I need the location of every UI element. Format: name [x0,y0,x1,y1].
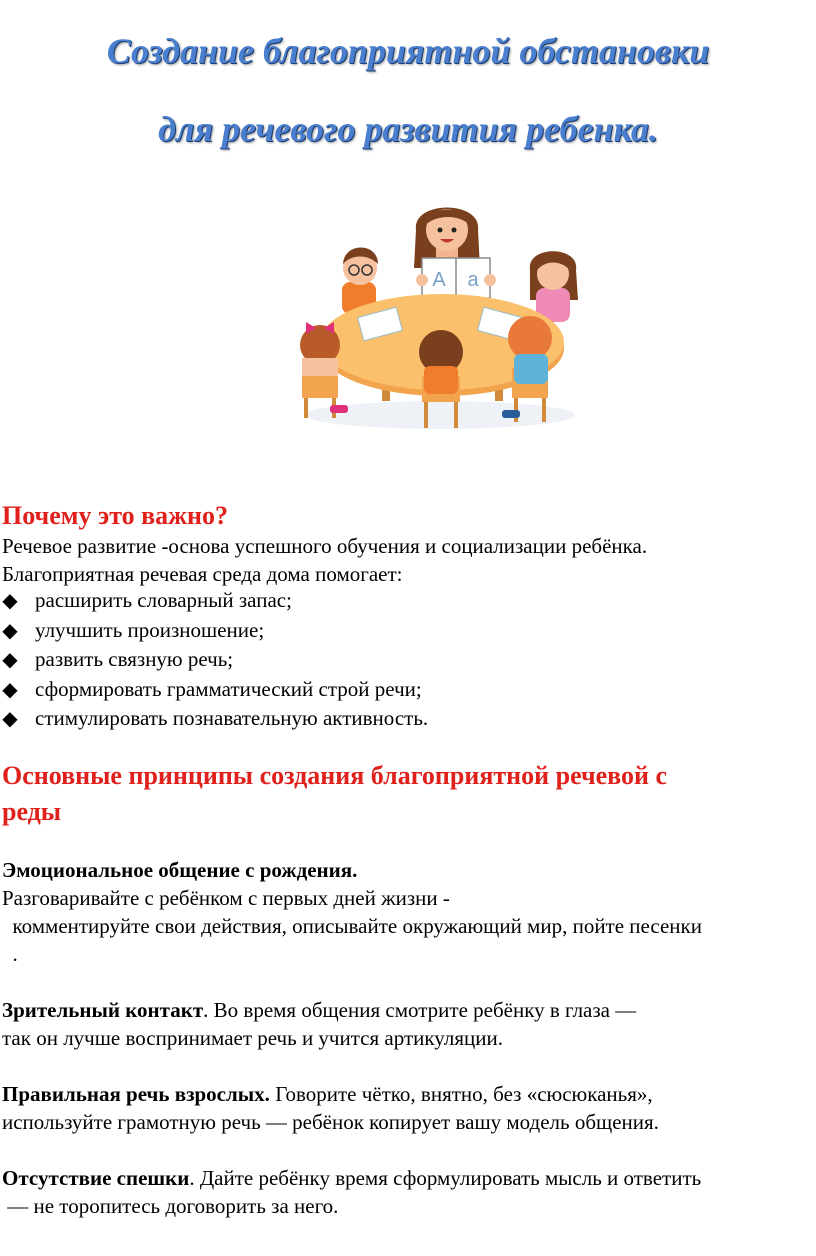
principle-emotional-heading [2,856,357,885]
list-item [2,645,428,675]
list-item-text: сформировать грамматический строй речи; [35,676,422,701]
diamond-bullet-icon: ◆ [2,590,18,613]
principle-no-rush-line-1 [2,1164,701,1193]
principle-emotional-line-1: Разговаривайте с ребёнком с первых дней жизни - [2,886,450,910]
list-item [2,586,428,616]
section-heading-principles-line-2: реды [2,797,62,826]
list-item-text: развить связную речь; [35,647,234,672]
principle-emotional-title: Эмоциональное общение с рождения. [2,858,358,882]
letters-book [416,258,496,298]
principle-correct-speech-text: Говорите чётко, внятно, без «сюсюканья», [269,1082,653,1106]
benefits-list [2,586,428,734]
girl-right [530,251,578,322]
principle-emotional-line-3: . [2,942,18,966]
diamond-bullet-icon: ◆ [2,649,18,672]
principle-correct-speech-title: Правильная речь взрослых. [2,1082,270,1106]
principle-no-rush-line-2: — не торопитесь договорить за него. [2,1194,339,1218]
intro-text-line-2: Благоприятная речевая среда дома помогает: [2,562,403,586]
principle-correct-speech-line-2: используйте грамотную речь — ребёнок копирует вашу модель общения. [2,1110,659,1134]
book-letter-lower: a [467,269,479,291]
principle-correct-speech-line-1 [2,1080,653,1109]
diamond-bullet-icon: ◆ [2,708,18,731]
section-heading-principles-line-1: Основные принципы создания благоприятной речевой с [2,761,668,790]
principle-no-rush-text: . Дайте ребёнку время сформулировать мысль и ответить [189,1166,702,1190]
intro-text-line-1: Речевое развитие -основа успешного обучения и социализации ребёнка. [2,534,648,558]
book-letter-upper: A [432,269,446,291]
list-item-text: улучшить произношение; [35,617,265,642]
section-heading-why-important: Почему это важно? [2,501,229,530]
principle-eye-contact-text: . Во время общения смотрите ребёнку в глаза — [203,998,637,1022]
diamond-bullet-icon: ◆ [2,619,18,642]
list-item-text: стимулировать познавательную активность. [35,706,429,731]
principle-eye-contact-title: Зрительный контакт [2,998,204,1022]
title-line-2: для речевого развития ребенка. [158,109,658,149]
principle-eye-contact-line-2: так он лучше воспринимает речь и учится артикуляции. [2,1026,503,1050]
list-item [2,616,428,646]
title-line-1: Создание благоприятной обстановки [106,31,710,71]
diamond-bullet-icon: ◆ [2,678,18,701]
list-item [2,704,428,734]
principle-eye-contact-line-1 [2,996,636,1025]
list-item-text: расширить словарный запас; [35,588,292,613]
principle-no-rush-title: Отсутствие спешки [2,1166,190,1190]
principle-emotional-line-2: комментируйте свои действия, описывайте окружающий мир, пойте песенки [2,914,702,938]
children-at-table-illustration [290,190,600,450]
list-item [2,675,428,705]
